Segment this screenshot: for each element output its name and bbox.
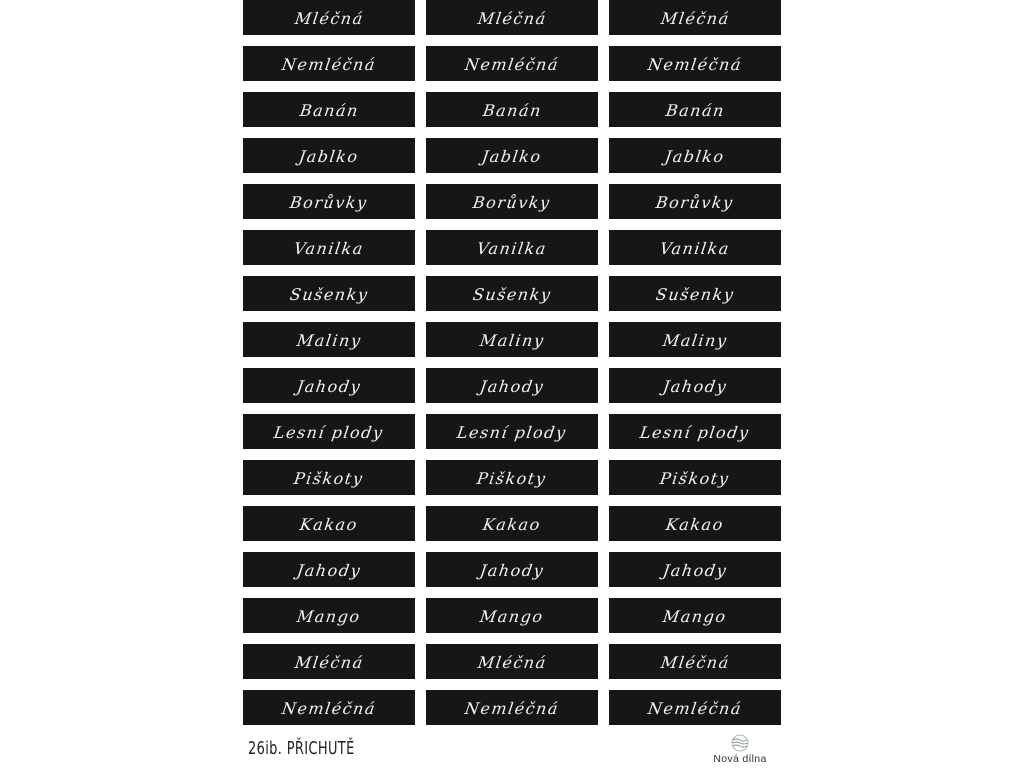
- flavor-label-text: Mango: [478, 607, 546, 626]
- flavor-label-text: Piškoty: [292, 469, 366, 488]
- flavor-label-text: Nemléčná: [463, 699, 561, 718]
- flavor-label: [426, 322, 598, 357]
- flavor-label: [609, 230, 781, 265]
- flavor-label-text: Nemléčná: [646, 55, 744, 74]
- flavor-label-text: Borůvky: [654, 193, 736, 212]
- flavor-label-text: Kakao: [298, 515, 360, 534]
- flavor-label: [426, 92, 598, 127]
- flavor-label: [243, 322, 415, 357]
- flavor-label-text: Vanilka: [475, 239, 549, 258]
- flavor-label: [609, 138, 781, 173]
- flavor-label: [426, 414, 598, 449]
- flavor-label: [609, 92, 781, 127]
- brand-name: Nová dílna: [713, 753, 767, 765]
- sheet-title: 26ib. PŘICHUTĚ: [248, 738, 355, 759]
- label-column-2: [426, 0, 598, 736]
- flavor-label-text: Jahody: [295, 561, 363, 580]
- flavor-label-text: Sušenky: [471, 285, 553, 304]
- flavor-label: [243, 276, 415, 311]
- flavor-label: [426, 184, 598, 219]
- flavor-label-text: Nemléčná: [646, 699, 744, 718]
- flavor-label-text: Jablko: [663, 147, 727, 166]
- flavor-label: [243, 690, 415, 725]
- flavor-label: [609, 552, 781, 587]
- flavor-label: [609, 322, 781, 357]
- flavor-label: [609, 184, 781, 219]
- flavor-label: [426, 368, 598, 403]
- flavor-label: [426, 230, 598, 265]
- flavor-label: [609, 598, 781, 633]
- flavor-label-text: Vanilka: [292, 239, 366, 258]
- flavor-label: [609, 460, 781, 495]
- flavor-label-text: Maliny: [478, 331, 546, 350]
- flavor-label: [426, 598, 598, 633]
- flavor-label-text: Mléčná: [476, 9, 548, 28]
- flavor-label: [426, 138, 598, 173]
- flavor-label: [609, 644, 781, 679]
- flavor-label-text: Banán: [664, 101, 726, 120]
- flavor-label-text: Jahody: [295, 377, 363, 396]
- flavor-label-text: Nemléčná: [280, 55, 378, 74]
- flavor-label-text: Jahody: [478, 561, 546, 580]
- flavor-label-text: Kakao: [664, 515, 726, 534]
- flavor-label: [426, 690, 598, 725]
- flavor-label-text: Mango: [661, 607, 729, 626]
- flavor-label: [609, 690, 781, 725]
- flavor-label-text: Mléčná: [293, 653, 365, 672]
- flavor-label: [426, 506, 598, 541]
- flavor-label: [243, 368, 415, 403]
- flavor-label-text: Mléčná: [476, 653, 548, 672]
- flavor-label: [609, 46, 781, 81]
- flavor-label-text: Jablko: [480, 147, 544, 166]
- flavor-label: [426, 552, 598, 587]
- flavor-label-text: Maliny: [661, 331, 729, 350]
- flavor-label-text: Mléčná: [659, 653, 731, 672]
- flavor-label-text: Mléčná: [659, 9, 731, 28]
- flavor-label: [426, 460, 598, 495]
- flavor-label-text: Lesní plody: [638, 423, 752, 442]
- flavor-label: [609, 0, 781, 35]
- flavor-label: [426, 644, 598, 679]
- flavor-label: [243, 414, 415, 449]
- label-column-1: [243, 0, 415, 736]
- flavor-label-text: Lesní plody: [455, 423, 569, 442]
- flavor-label: [609, 414, 781, 449]
- flavor-label-text: Vanilka: [658, 239, 732, 258]
- flavor-label-text: Sušenky: [654, 285, 736, 304]
- flavor-label: [609, 506, 781, 541]
- flavor-label-text: Sušenky: [288, 285, 370, 304]
- flavor-label-text: Maliny: [295, 331, 363, 350]
- flavor-label-text: Lesní plody: [272, 423, 386, 442]
- flavor-label-text: Nemléčná: [280, 699, 378, 718]
- flavor-label-text: Banán: [481, 101, 543, 120]
- flavor-label: [243, 138, 415, 173]
- flavor-label: [243, 0, 415, 35]
- flavor-label: [609, 368, 781, 403]
- flavor-label: [243, 92, 415, 127]
- flavor-label-text: Banán: [298, 101, 360, 120]
- flavor-label: [243, 184, 415, 219]
- brand-logo: [700, 734, 780, 768]
- flavor-label: [426, 0, 598, 35]
- flavor-label-text: Borůvky: [471, 193, 553, 212]
- flavor-label: [243, 644, 415, 679]
- flavor-label-text: Nemléčná: [463, 55, 561, 74]
- flavor-label-text: Jahody: [661, 561, 729, 580]
- flavor-label-text: Piškoty: [658, 469, 732, 488]
- flavor-label-text: Jablko: [297, 147, 361, 166]
- flavor-label: [243, 46, 415, 81]
- flavor-label-text: Mléčná: [293, 9, 365, 28]
- flavor-label: [243, 598, 415, 633]
- flavor-label: [426, 276, 598, 311]
- flavor-label-text: Jahody: [478, 377, 546, 396]
- nova-dilna-logo-icon: [729, 734, 751, 752]
- flavor-label-text: Borůvky: [288, 193, 370, 212]
- flavor-label: [243, 506, 415, 541]
- flavor-label: [243, 552, 415, 587]
- flavor-label: [243, 230, 415, 265]
- flavor-label: [609, 276, 781, 311]
- flavor-label-text: Piškoty: [475, 469, 549, 488]
- flavor-label-text: Mango: [295, 607, 363, 626]
- flavor-label: [426, 46, 598, 81]
- flavor-label-text: Jahody: [661, 377, 729, 396]
- flavor-label: [243, 460, 415, 495]
- label-column-3: [609, 0, 781, 736]
- flavor-label-text: Kakao: [481, 515, 543, 534]
